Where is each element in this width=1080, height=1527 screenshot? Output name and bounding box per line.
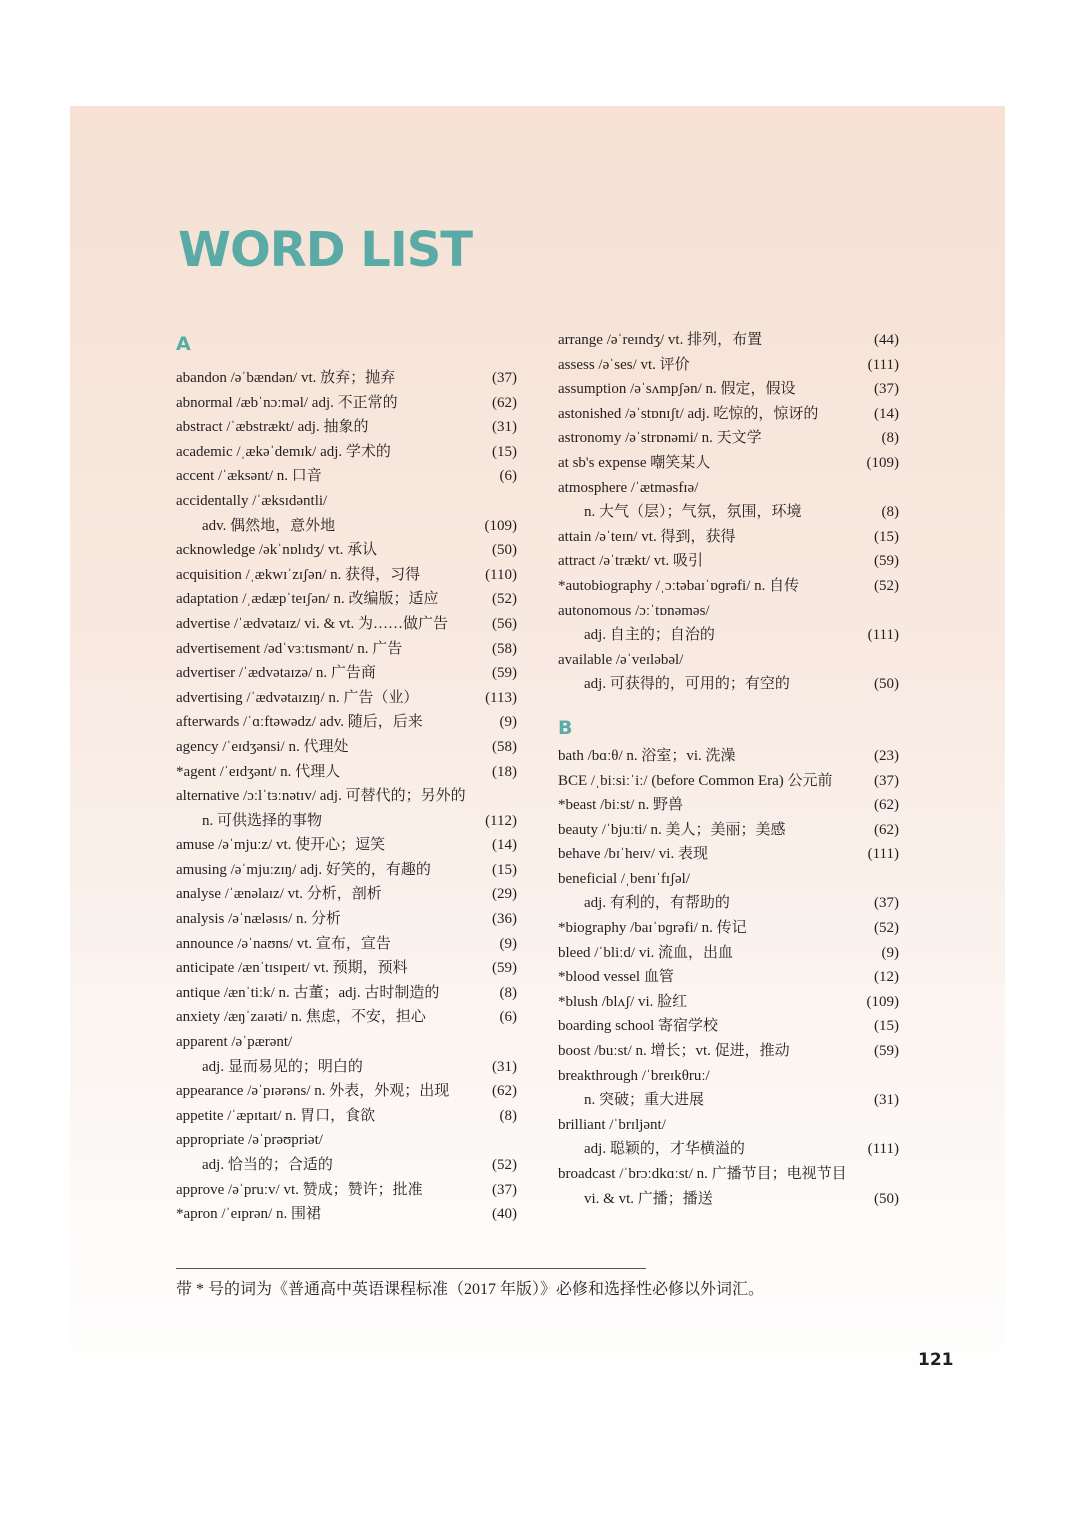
word-entry xyxy=(176,686,517,711)
entry-text: *agent /ˈeɪdʒənt/ n. 代理人 xyxy=(176,763,341,780)
entry-page-ref: (111) xyxy=(867,1141,899,1158)
word-entry xyxy=(558,793,899,818)
word-entry xyxy=(558,1113,899,1138)
entry-text: accidentally /ˈæksɪdəntli/ xyxy=(176,492,328,509)
entry-page-ref: (50) xyxy=(874,1190,899,1207)
word-entry xyxy=(176,366,517,391)
entry-text: n. 突破；重大进展 xyxy=(584,1092,705,1109)
word-list-b xyxy=(558,744,899,1211)
entry-page-ref: (6) xyxy=(499,468,517,485)
entry-page-ref: (59) xyxy=(492,960,517,977)
entry-text: *apron /ˈeɪprən/ n. 围裙 xyxy=(176,1206,321,1223)
word-entry xyxy=(176,760,517,785)
word-entry xyxy=(176,1202,517,1227)
entry-text: approve /əˈpruːv/ vt. 赞成；赞许；批准 xyxy=(176,1181,423,1198)
entry-page-ref: (62) xyxy=(874,821,899,838)
entry-page-ref: (37) xyxy=(874,772,899,789)
word-entry xyxy=(558,426,899,451)
word-entry xyxy=(176,440,517,465)
entry-page-ref: (40) xyxy=(492,1206,517,1223)
entry-page-ref: (111) xyxy=(867,627,899,644)
word-entry xyxy=(176,415,517,440)
entry-text: bath /bɑːθ/ n. 浴室；vi. 洗澡 xyxy=(558,747,736,764)
entry-text: vi. & vt. 广播；播送 xyxy=(584,1190,713,1207)
entry-text: analysis /əˈnæləsɪs/ n. 分析 xyxy=(176,911,341,928)
entry-continuation xyxy=(176,1153,517,1178)
entry-text: anticipate /ænˈtɪsɪpeɪt/ vt. 预期，预料 xyxy=(176,960,408,977)
word-entry xyxy=(176,981,517,1006)
entry-text: boost /buːst/ n. 增长；vt. 促进，推动 xyxy=(558,1043,790,1060)
entry-text: astronomy /əˈstrɒnəmi/ n. 天文学 xyxy=(558,430,762,447)
entry-text: abandon /əˈbændən/ vt. 放弃；抛弃 xyxy=(176,370,396,386)
entry-text: attract /əˈtrækt/ vt. 吸引 xyxy=(558,553,703,570)
entry-continuation xyxy=(558,1137,899,1162)
word-entry xyxy=(176,858,517,883)
word-entry xyxy=(176,907,517,932)
entry-text: appearance /əˈpɪərəns/ n. 外表，外观；出现 xyxy=(176,1083,450,1100)
entry-page-ref: (62) xyxy=(874,797,899,814)
footnote-divider xyxy=(176,1268,646,1269)
entry-text: advertising /ˈædvətaɪzɪŋ/ n. 广告（业） xyxy=(176,689,419,706)
word-list-a-continued xyxy=(558,328,899,697)
entry-page-ref: (58) xyxy=(492,738,517,755)
entry-continuation xyxy=(558,623,899,648)
entry-text: appetite /ˈæpɪtaɪt/ n. 胃口，食欲 xyxy=(176,1107,376,1124)
section-gap xyxy=(558,697,899,712)
entry-text: *autobiography /ˌɔːtəbaɪˈɒɡrəfi/ n. 自传 xyxy=(558,577,800,594)
entry-text: advertise /ˈædvətaɪz/ vi. & vt. 为……做广告 xyxy=(176,615,449,632)
word-entry xyxy=(176,784,517,809)
entry-page-ref: (23) xyxy=(874,747,899,764)
word-entry xyxy=(558,965,899,990)
word-entry xyxy=(558,451,899,476)
entry-page-ref: (8) xyxy=(499,984,517,1001)
entry-page-ref: (109) xyxy=(866,993,899,1010)
entry-page-ref: (111) xyxy=(867,356,899,373)
entry-page-ref: (8) xyxy=(881,430,899,447)
entry-page-ref: (62) xyxy=(492,1083,517,1100)
page-number: 121 xyxy=(918,1350,954,1370)
entry-text: beauty /ˈbjuːti/ n. 美人；美丽；美感 xyxy=(558,821,786,838)
entry-text: *blush /blʌʃ/ vi. 脸红 xyxy=(558,993,688,1010)
entry-page-ref: (44) xyxy=(874,332,899,348)
entry-text: adj. 恰当的；合适的 xyxy=(202,1157,333,1173)
word-entry xyxy=(558,648,899,673)
entry-page-ref: (9) xyxy=(499,935,517,952)
word-entry xyxy=(558,525,899,550)
entry-text: *blood vessel 血管 xyxy=(558,969,674,986)
entry-page-ref: (110) xyxy=(485,566,517,583)
page-title: WORD LIST xyxy=(178,222,473,278)
entry-text: acquisition /ˌækwɪˈzɪʃən/ n. 获得，习得 xyxy=(176,566,421,583)
entry-text: brilliant /ˈbrɪljənt/ xyxy=(558,1116,666,1133)
entry-text: adj. 自主的；自治的 xyxy=(584,627,715,644)
entry-text: *biography /baɪˈɒɡrəfi/ n. 传记 xyxy=(558,920,747,937)
entry-text: adaptation /ˌædæpˈteɪʃən/ n. 改编版；适应 xyxy=(176,591,439,608)
entry-page-ref: (12) xyxy=(874,969,899,986)
entry-page-ref: (14) xyxy=(492,837,517,854)
entry-text: n. 大气（层）；气氛，氛围，环境 xyxy=(584,504,802,521)
entry-text: adj. 显而易见的；明白的 xyxy=(202,1058,363,1075)
entry-page-ref: (58) xyxy=(492,640,517,657)
entry-text: beneficial /ˌbenɪˈfɪʃəl/ xyxy=(558,870,691,887)
entry-continuation xyxy=(176,514,517,539)
entry-text: adj. 聪颖的，才华横溢的 xyxy=(584,1141,745,1158)
entry-text: agency /ˈeɪdʒənsi/ n. 代理处 xyxy=(176,738,349,755)
entry-page-ref: (9) xyxy=(881,944,899,961)
entry-text: appropriate /əˈprəʊpriət/ xyxy=(176,1132,323,1149)
word-entry xyxy=(558,402,899,427)
entry-text: alternative /ɔːlˈtɜːnətɪv/ adj. 可替代的；另外的 xyxy=(176,788,466,805)
word-entry xyxy=(558,744,899,769)
entry-continuation xyxy=(176,1055,517,1080)
word-entry xyxy=(558,842,899,867)
entry-page-ref: (109) xyxy=(484,517,517,534)
entry-text: amusing /əˈmjuːzɪŋ/ adj. 好笑的，有趣的 xyxy=(176,861,431,878)
entry-page-ref: (62) xyxy=(492,394,517,411)
word-entry xyxy=(558,990,899,1015)
entry-page-ref: (52) xyxy=(874,920,899,937)
entry-text: abstract /ˈæbstrækt/ adj. 抽象的 xyxy=(176,419,369,436)
entry-page-ref: (37) xyxy=(874,895,899,912)
word-entry xyxy=(558,1064,899,1089)
word-entry xyxy=(558,916,899,941)
word-entry xyxy=(558,769,899,794)
word-entry xyxy=(176,1178,517,1203)
word-entry xyxy=(176,391,517,416)
entry-page-ref: (9) xyxy=(499,714,517,731)
entry-page-ref: (50) xyxy=(874,676,899,693)
entry-page-ref: (15) xyxy=(874,1018,899,1035)
entry-page-ref: (59) xyxy=(874,553,899,570)
entry-text: analyse /ˈænəlaɪz/ vt. 分析，剖析 xyxy=(176,886,382,903)
word-entry xyxy=(558,941,899,966)
entry-page-ref: (59) xyxy=(492,665,517,682)
entry-text: adj. 有利的，有帮助的 xyxy=(584,895,730,912)
entry-page-ref: (8) xyxy=(881,504,899,521)
entry-text: afterwards /ˈɑːftəwədz/ adv. 随后，后来 xyxy=(176,714,423,731)
entry-page-ref: (15) xyxy=(874,528,899,545)
entry-page-ref: (37) xyxy=(492,1181,517,1198)
word-entry xyxy=(558,1162,899,1187)
entry-page-ref: (109) xyxy=(866,454,899,471)
entry-text: acknowledge /əkˈnɒlɪdʒ/ vt. 承认 xyxy=(176,542,378,559)
footnote: 带 * 号的词为《普通高中英语课程标准（2017 年版）》必修和选择性必修以外词汇。 xyxy=(176,1281,765,1298)
word-entry xyxy=(558,377,899,402)
entry-text: broadcast /ˈbrɔːdkɑːst/ n. 广播节目；电视节目 xyxy=(558,1166,847,1182)
entry-page-ref: (15) xyxy=(492,861,517,878)
word-entry xyxy=(176,587,517,612)
entry-page-ref: (14) xyxy=(874,405,899,422)
entry-text: advertiser /ˈædvətaɪzə/ n. 广告商 xyxy=(176,665,376,682)
word-column-left xyxy=(176,328,517,1227)
entry-page-ref: (31) xyxy=(874,1092,899,1109)
entry-page-ref: (31) xyxy=(492,1058,517,1075)
entry-continuation xyxy=(176,809,517,834)
entry-text: adj. 可获得的，可用的；有空的 xyxy=(584,676,790,693)
entry-page-ref: (37) xyxy=(492,370,517,386)
word-entry xyxy=(176,563,517,588)
word-entry xyxy=(176,538,517,563)
entry-text: announce /əˈnaʊns/ vt. 宣布，宣告 xyxy=(176,935,391,952)
entry-page-ref: (56) xyxy=(492,615,517,632)
entry-text: advertisement /ədˈvɜːtɪsmənt/ n. 广告 xyxy=(176,640,403,657)
entry-continuation xyxy=(558,500,899,525)
word-entry xyxy=(558,867,899,892)
word-entry xyxy=(176,1128,517,1153)
entry-text: abnormal /æbˈnɔːməl/ adj. 不正常的 xyxy=(176,394,398,411)
entry-text: adv. 偶然地，意外地 xyxy=(202,517,336,534)
entry-page-ref: (15) xyxy=(492,443,517,460)
entry-text: astonished /əˈstɒnɪʃt/ adj. 吃惊的，惊讶的 xyxy=(558,405,819,422)
entry-text: academic /ˌækəˈdemɪk/ adj. 学术的 xyxy=(176,443,391,460)
entry-page-ref: (113) xyxy=(485,689,517,706)
entry-text: BCE /ˌbiːsiːˈiː/ (before Common Era) 公元前 xyxy=(558,772,833,789)
entry-page-ref: (59) xyxy=(874,1043,899,1060)
entry-text: bleed /ˈbliːd/ vi. 流血，出血 xyxy=(558,944,733,961)
entry-text: *beast /biːst/ n. 野兽 xyxy=(558,797,683,814)
entry-page-ref: (111) xyxy=(867,846,899,863)
word-entry xyxy=(176,735,517,760)
word-entry xyxy=(176,661,517,686)
entry-text: assess /əˈses/ vt. 评价 xyxy=(558,356,690,373)
word-entry xyxy=(176,833,517,858)
entry-page-ref: (52) xyxy=(874,577,899,594)
word-entry xyxy=(176,932,517,957)
entry-text: attain /əˈteɪn/ vt. 得到，获得 xyxy=(558,528,736,545)
word-entry xyxy=(176,1104,517,1129)
entry-page-ref: (50) xyxy=(492,542,517,559)
entry-text: accent /ˈæksənt/ n. 口音 xyxy=(176,468,322,485)
word-entry xyxy=(558,476,899,501)
entry-page-ref: (37) xyxy=(874,381,899,398)
word-column-right xyxy=(558,328,899,1211)
word-entry xyxy=(176,489,517,514)
word-entry xyxy=(176,1030,517,1055)
entry-page-ref: (52) xyxy=(492,591,517,608)
word-entry xyxy=(176,956,517,981)
word-entry xyxy=(558,1039,899,1064)
word-list-a xyxy=(176,366,517,1227)
entry-continuation xyxy=(558,1187,899,1212)
entry-text: available /əˈveɪləbəl/ xyxy=(558,651,684,668)
entry-page-ref: (52) xyxy=(492,1157,517,1173)
entry-text: apparent /əˈpærənt/ xyxy=(176,1034,293,1051)
word-entry xyxy=(558,1014,899,1039)
section-letter-a: A xyxy=(176,333,191,355)
section-letter-b: B xyxy=(558,716,573,739)
entry-continuation xyxy=(558,891,899,916)
word-entry xyxy=(558,599,899,624)
entry-page-ref: (29) xyxy=(492,886,517,903)
word-entry xyxy=(558,818,899,843)
entry-continuation xyxy=(558,1088,899,1113)
entry-text: n. 可供选择的事物 xyxy=(202,812,323,829)
word-entry xyxy=(176,637,517,662)
entry-text: behave /bɪˈheɪv/ vi. 表现 xyxy=(558,846,708,863)
entry-text: autonomous /ɔːˈtɒnəməs/ xyxy=(558,602,710,619)
word-entry xyxy=(176,1079,517,1104)
word-entry xyxy=(558,353,899,378)
entry-text: at sb's expense 嘲笑某人 xyxy=(558,454,711,471)
word-entry xyxy=(176,1005,517,1030)
entry-page-ref: (112) xyxy=(485,812,517,829)
word-entry xyxy=(176,464,517,489)
entry-page-ref: (8) xyxy=(499,1107,517,1124)
word-entry xyxy=(558,574,899,599)
word-entry xyxy=(558,328,899,353)
entry-text: arrange /əˈreɪndʒ/ vt. 排列，布置 xyxy=(558,332,763,348)
entry-text: breakthrough /ˈbreɪkθruː/ xyxy=(558,1067,710,1084)
entry-text: anxiety /æŋˈzaɪəti/ n. 焦虑，不安，担心 xyxy=(176,1009,426,1026)
entry-page-ref: (18) xyxy=(492,763,517,780)
entry-text: atmosphere /ˈætməsfɪə/ xyxy=(558,479,699,496)
word-entry xyxy=(176,710,517,735)
word-entry xyxy=(558,549,899,574)
entry-text: boarding school 寄宿学校 xyxy=(558,1018,718,1035)
entry-page-ref: (31) xyxy=(492,419,517,436)
word-entry xyxy=(176,882,517,907)
word-entry xyxy=(176,612,517,637)
entry-continuation xyxy=(558,672,899,697)
entry-text: amuse /əˈmjuːz/ vt. 使开心；逗笑 xyxy=(176,837,386,854)
entry-text: antique /ænˈtiːk/ n. 古董；adj. 古时制造的 xyxy=(176,984,440,1001)
entry-page-ref: (36) xyxy=(492,911,517,928)
entry-page-ref: (6) xyxy=(499,1009,517,1026)
entry-text: assumption /əˈsʌmpʃən/ n. 假定，假设 xyxy=(558,381,796,398)
